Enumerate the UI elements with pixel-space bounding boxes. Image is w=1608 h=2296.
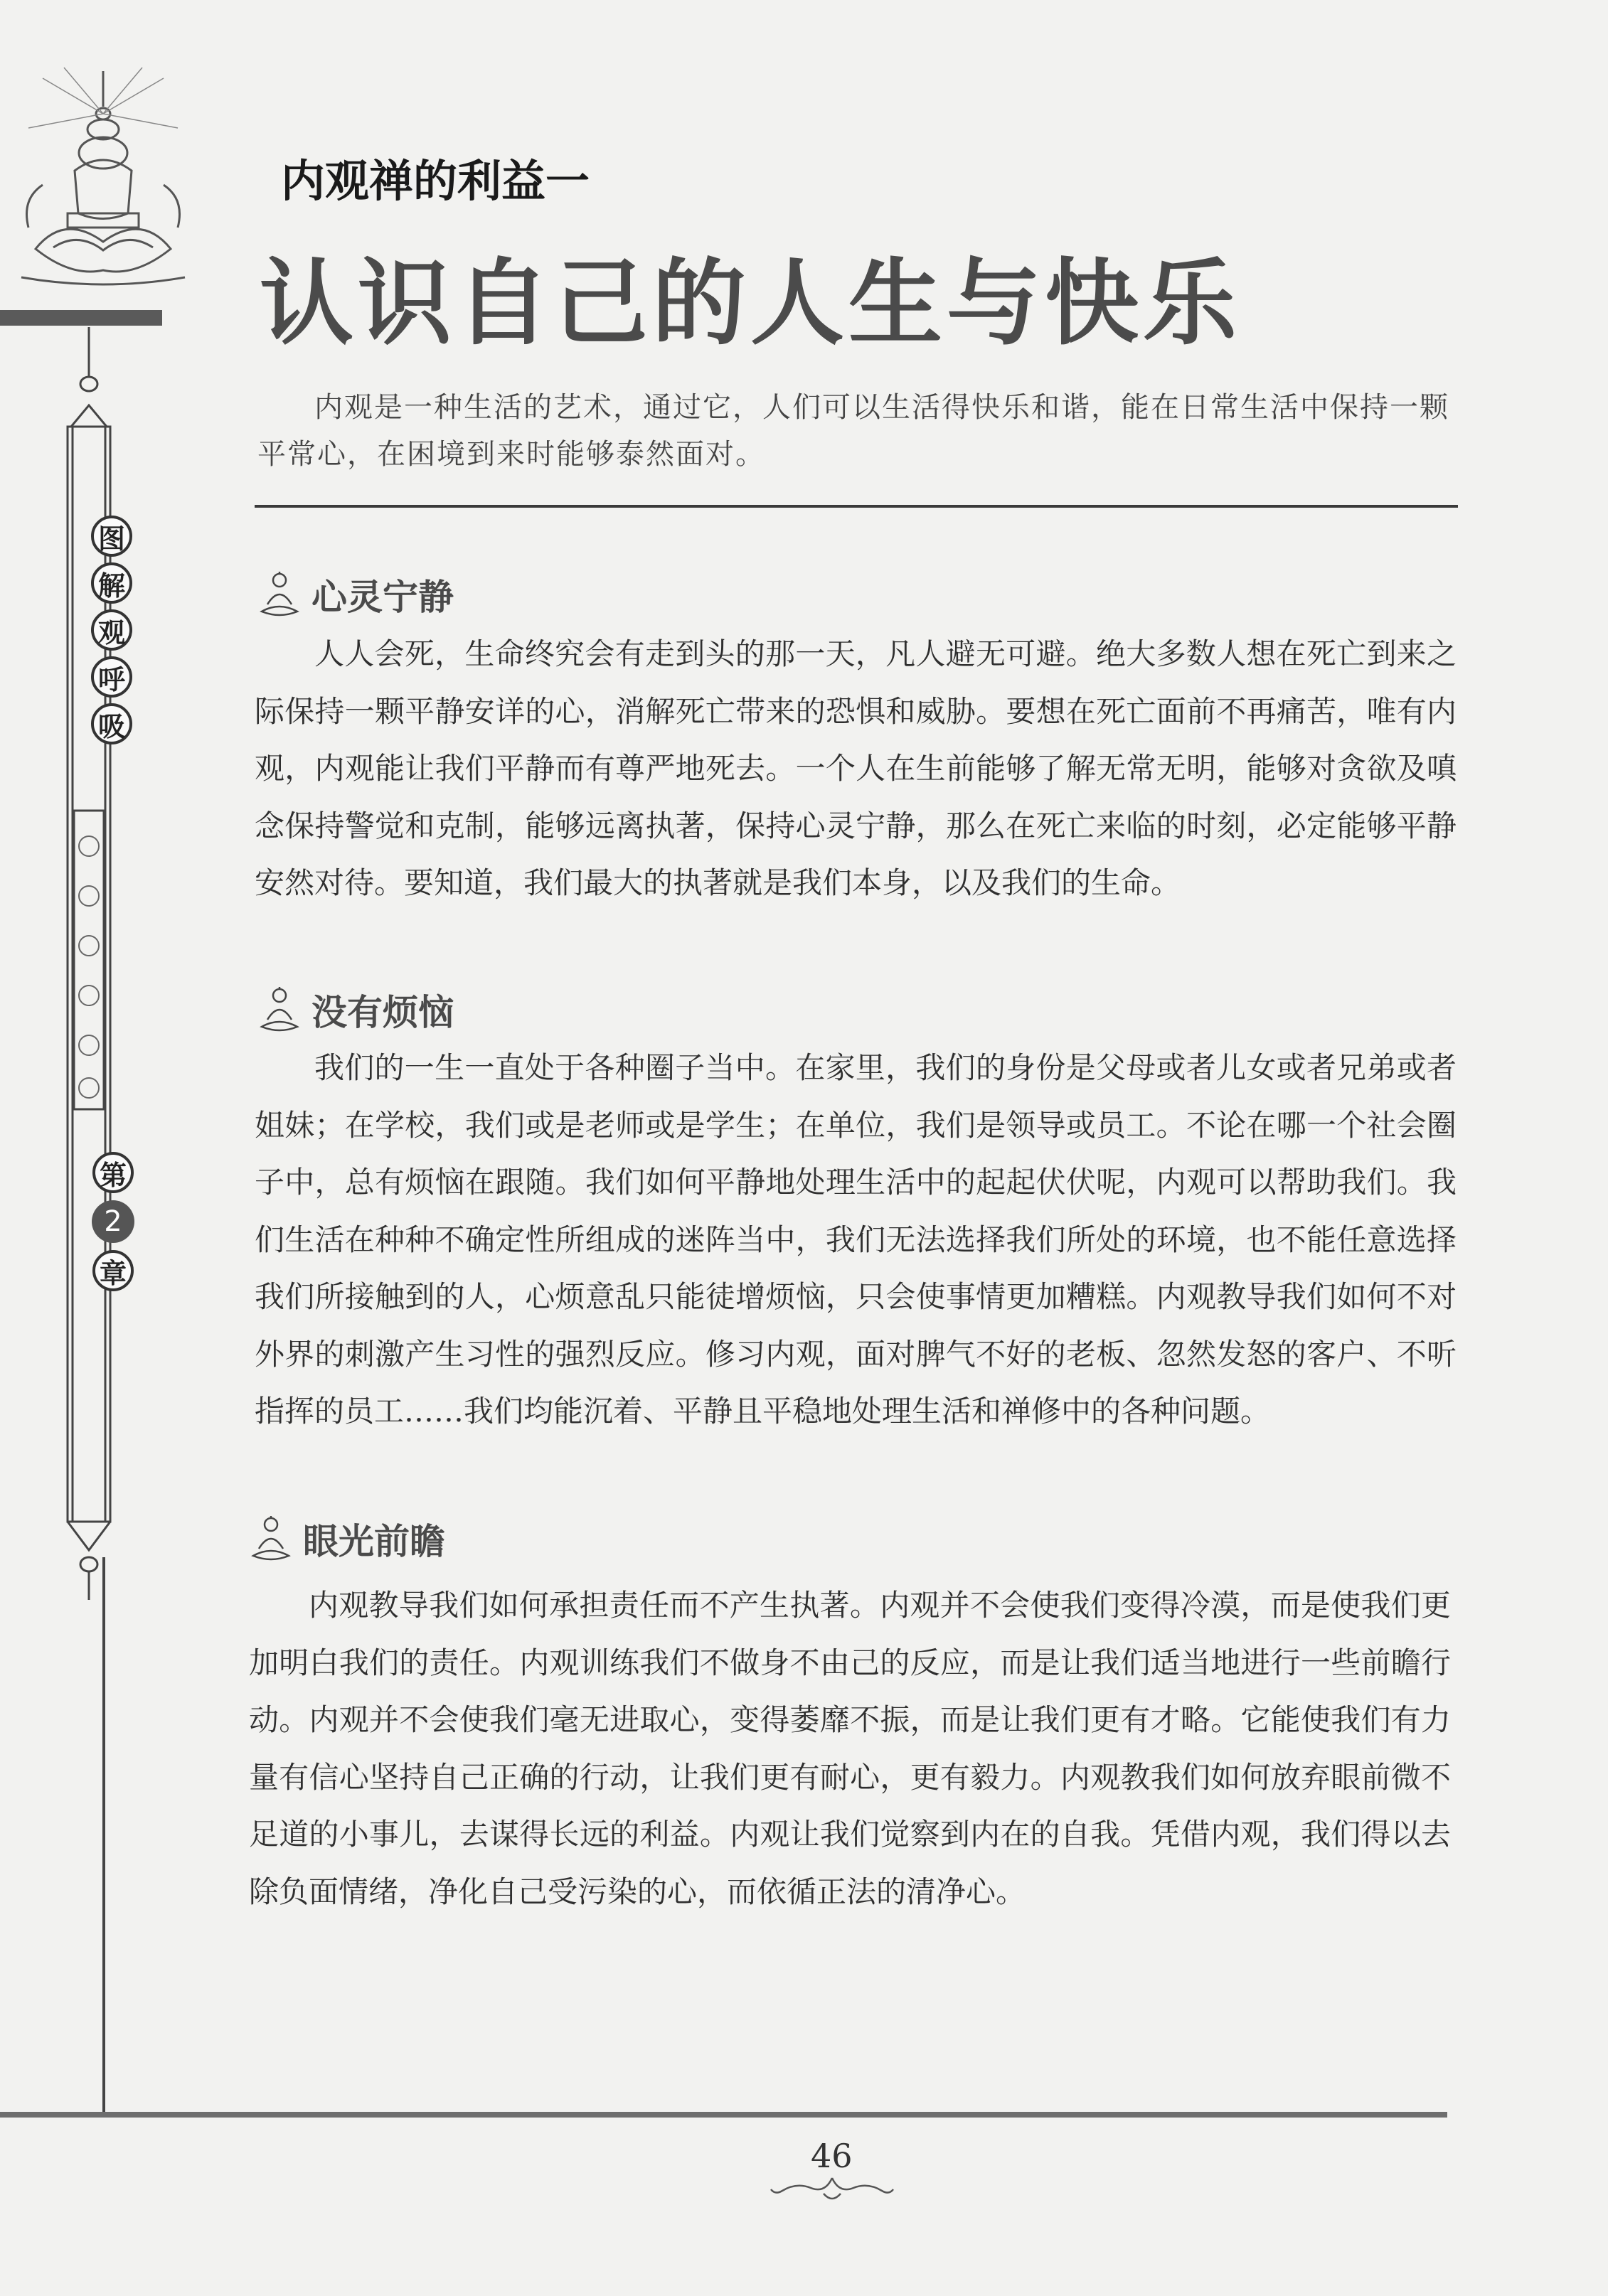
section-title: 心灵宁静 <box>312 576 454 618</box>
chapter-marker <box>91 1152 135 1291</box>
page-title: 认识自己的人生与快乐 <box>260 248 1241 358</box>
chapter-prefix: 第 <box>92 1152 134 1193</box>
stupa-lotus-ornament <box>14 64 192 306</box>
section-body: 人人会死，生命终究会有走到头的那一天，凡人避无可避。绝大多数人想在死亡到来之际保持一颗平静安详的心，消解死亡带来的恐惧和威胁。要想在死亡面前不再痛苦，唯有内观，内观能让我们平静而有尊严地死去。一个人在生前能够了解无常无明，能够对贪欲及嗔念保持警觉和克制，能够远离执著，保持心灵宁静，那么在死亡来临的时刻，必定能够平静安然对待。要知道，我们最大的执著就是我们本身，以及我们的生命。 <box>255 636 1457 900</box>
chapter-suffix: 章 <box>92 1250 134 1291</box>
divider <box>255 505 1458 508</box>
series-char: 图 <box>91 516 132 557</box>
header-bar <box>0 310 162 326</box>
book-series-title <box>91 516 135 744</box>
footer-rule <box>0 2112 1447 2118</box>
section-body: 内观教导我们如何承担责任而不产生执著。内观并不会使我们变得冷漠，而是使我们更加明白我们的责任。内观训练我们不做身不由己的反应，而是让我们适当地进行一些前瞻行动。内观并不会使我们毫无进取心，变得萎靡不振，而是让我们更有才略。它能使我们有力量有信心坚持自己正确的行动，让我们更有耐心，更有毅力。内观教我们如何放弃眼前微不足道的小事儿，去谋得长远的利益。内观让我们觉察到内在的自我。凭借内观，我们得以去除负面情绪，净化自己受污染的心，而依循正法的清净心。 <box>249 1588 1451 1909</box>
meditating-buddha-icon <box>249 1513 293 1564</box>
series-char: 解 <box>91 562 132 604</box>
page-number: 46 <box>811 2137 853 2175</box>
intro-text <box>257 384 1459 478</box>
section-title: 眼光前瞻 <box>303 1520 445 1562</box>
section-title: 没有烦恼 <box>312 991 454 1033</box>
series-char: 吸 <box>91 703 132 744</box>
side-rule <box>102 1557 105 2112</box>
meditating-buddha-icon <box>257 984 302 1035</box>
section-body: 我们的一生一直处于各种圈子当中。在家里，我们的身份是父母或者儿女或者兄弟或者姐妹；在学校，我们或是老师或是学生；在单位，我们是领导或员工。不论在哪一个社会圈子中，总有烦恼在跟随。我们如何平静地处理生活中的起起伏伏呢，内观可以帮助我们。我们生活在种种不确定性所组成的迷阵当中，我们无法选择我们所处的环境，也不能任意选择我们所接触到的人，心烦意乱只能徒增烦恼，只会使事情更加糟糕。内观教导我们如何不对外界的刺激产生习性的强烈反应。修习内观，面对脾气不好的老板、忽然发怒的客户、不听指挥的员工……我们均能沉着、平静且平稳地处理生活和禅修中的各种问题。 <box>255 1050 1457 1429</box>
intro-paragraph: 内观是一种生活的艺术，通过它，人们可以生活得快乐和谐，能在日常生活中保持一颗平常心，在困境到来时能够泰然面对。 <box>257 391 1449 471</box>
chapter-number: 2 <box>92 1200 134 1243</box>
section-heading <box>257 984 454 1035</box>
supertitle: 内观禅的利益一 <box>281 155 590 207</box>
section-heading <box>249 1513 445 1564</box>
flourish-ornament <box>768 2172 896 2204</box>
series-char: 观 <box>91 609 132 651</box>
series-char: 呼 <box>91 656 132 698</box>
section-heading <box>257 569 454 620</box>
meditating-buddha-icon <box>257 569 302 620</box>
